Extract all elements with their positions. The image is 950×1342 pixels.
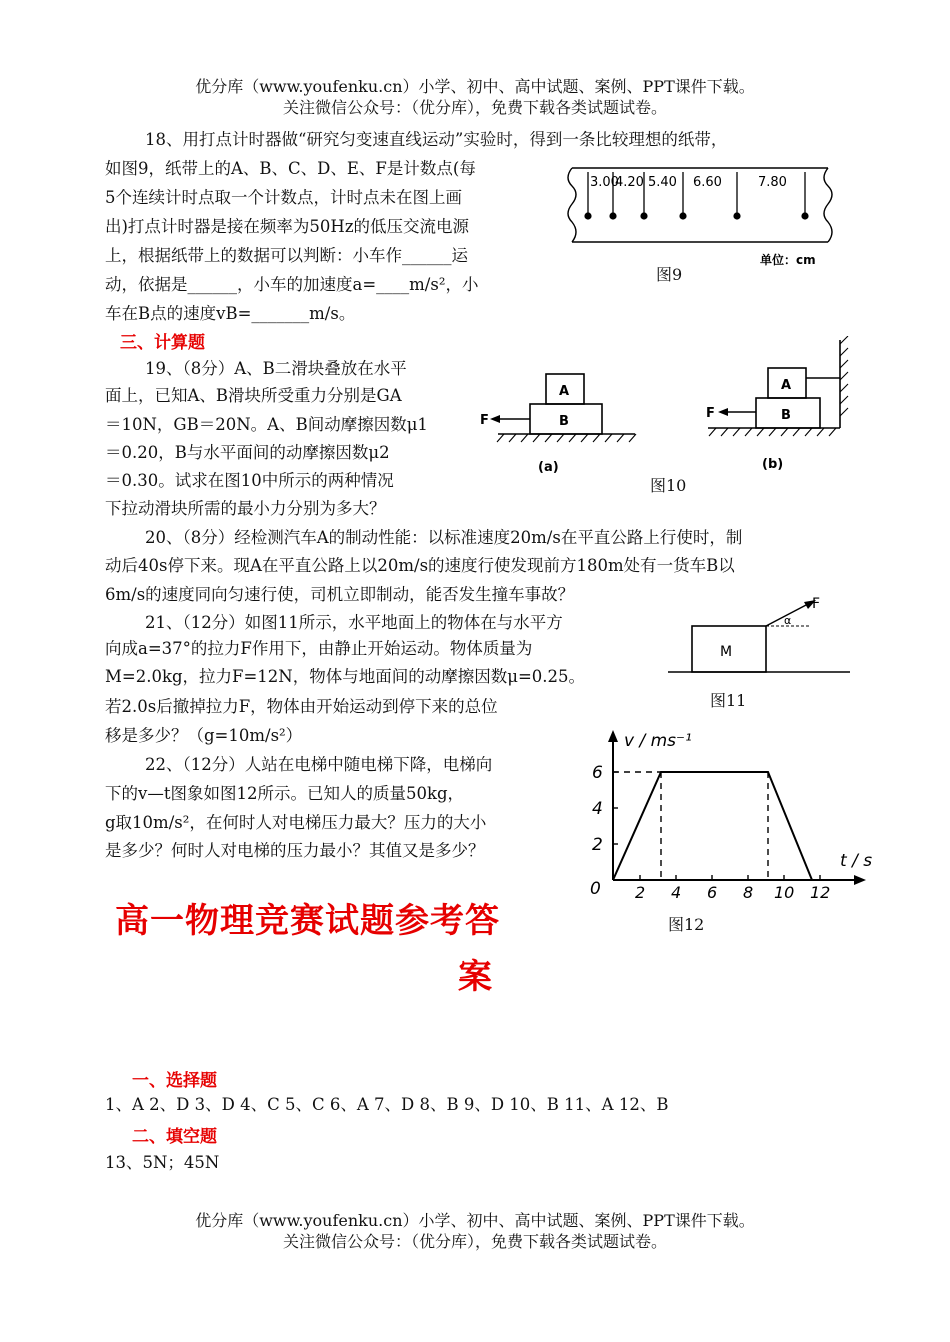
fig12-xtick-10: 10 [774, 883, 795, 902]
q20-line-2: 动后40s停下来。现A在平直公路上以20m/s的速度行使发现前方180m处有一货车B以 [105, 556, 735, 575]
q21-line-5: 移是多少？（g=10m/s²） [105, 726, 303, 745]
fig11-mass: M [720, 644, 733, 660]
fig12-ytick-2: 2 [592, 835, 603, 855]
fig12-ytick-6: 6 [592, 763, 603, 783]
q21-line-1: 21、（12分）如图11所示，水平地面上的物体在与水平方 [145, 613, 563, 632]
q18-line-2: 如图9，纸带上的A、B、C、D、E、F是计数点(每 [105, 159, 476, 178]
fig10b-block-b: B [781, 408, 791, 423]
q18-line-6: 动，依据是______，小车的加速度a=____m/s²，小 [105, 275, 479, 294]
q22-line-4: 是多少？何时人对电梯的压力最小？其值又是多少？ [105, 841, 485, 860]
q19-line-3: ＝10N，GB＝20N。A、B间动摩擦因数μ1 [105, 415, 428, 434]
figure-11-caption: 图11 [710, 691, 747, 710]
q19-line-2: 面上，已知A、B滑块所受重力分别是GA [105, 386, 402, 405]
q18-line-3: 5个连续计时点取一个计数点，计时点未在图上画 [105, 188, 462, 207]
section-1-title: 一、选择题 [132, 1071, 217, 1091]
tape-label-4: 6.60 [693, 175, 722, 190]
tape-label-5: 7.80 [758, 175, 787, 190]
figure-10-blocks [470, 336, 860, 481]
figure-9-tape [560, 160, 835, 270]
q18-line-1: 18、用打点计时器做“研究匀变速直线运动”实验时，得到一条比较理想的纸带， [145, 130, 728, 149]
section-2-title: 二、填空题 [132, 1127, 217, 1147]
fig12-xtick-12: 12 [810, 883, 831, 902]
fig12-ylabel: v / ms⁻¹ [624, 731, 692, 751]
header-line-2: 关注微信公众号：（优分库），免费下载各类试题试卷。 [282, 98, 667, 117]
q19-line-4: ＝0.20，B与水平面间的动摩擦因数μ2 [105, 443, 390, 462]
fig11-force: F [812, 596, 821, 612]
q18-line-4: 出)打点计时器是接在频率为50Hz的低压交流电源 [105, 217, 470, 236]
fig12-origin: 0 [590, 879, 601, 899]
q19-line-1: 19、（8分）A、B二滑块叠放在水平 [145, 359, 407, 378]
tape-label-3: 5.40 [648, 175, 677, 190]
tape-label-1: 3.00 [590, 175, 619, 190]
figure-9-caption: 图9 [656, 265, 683, 284]
q21-line-4: 若2.0s后撤掉拉力F，物体由开始运动到停下来的总位 [105, 697, 498, 716]
tape-label-2: 4.20 [615, 175, 644, 190]
answer-title-line-2: 案 [458, 957, 493, 997]
section-3-title: 三、计算题 [120, 333, 205, 353]
footer-line-2: 关注微信公众号：（优分库），免费下载各类试题试卷。 [282, 1232, 667, 1251]
q19-line-5: ＝0.30。试求在图10中所示的两种情况 [105, 471, 394, 490]
fig12-ytick-4: 4 [592, 799, 603, 819]
q19-line-6: 下拉动滑块所需的最小力分别为多大？ [105, 499, 386, 518]
header-line-1: 优分库（www.youfenku.cn）小学、初中、高中试题、案例、PPT课件下载。 [195, 77, 755, 96]
q18-line-7: 车在B点的速度vB=_______m/s。 [105, 304, 356, 323]
fig10a-block-b: B [559, 414, 569, 429]
tape-unit: 单位：cm [760, 253, 816, 267]
figure-11-block [660, 592, 860, 682]
q21-line-3: M=2.0kg，拉力F=12N，物体与地面间的动摩擦因数μ=0.25。 [105, 667, 586, 686]
fig12-xtick-8: 8 [743, 883, 754, 902]
fig10a-force: F [480, 413, 489, 428]
q22-line-3: g取10m/s²，在何时人对电梯压力最大？压力的大小 [105, 813, 487, 832]
fig10a-label: (a) [538, 460, 559, 475]
answer-title-line-1: 高一物理竞赛试题参考答 [115, 901, 500, 941]
figure-10-caption: 图10 [650, 476, 687, 495]
fig11-angle: α [784, 614, 792, 627]
fig10b-block-a: A [781, 378, 792, 393]
fig12-xtick-2: 2 [635, 883, 646, 902]
fig12-xtick-4: 4 [671, 883, 682, 902]
fig10b-label: (b) [762, 457, 784, 472]
q20-line-3: 6m/s的速度同向匀速行使，司机立即制动，能否发生撞车事故？ [105, 585, 575, 604]
q18-line-5: 上，根据纸带上的数据可以判断：小车作______运 [105, 246, 468, 265]
figure-12-vt-graph [580, 722, 880, 902]
q21-line-2: 向成a=37°的拉力F作用下，由静止开始运动。物体质量为 [105, 639, 533, 658]
fill-answer: 13、5N；45N [105, 1153, 220, 1172]
fig10a-block-a: A [559, 384, 570, 399]
footer-line-1: 优分库（www.youfenku.cn）小学、初中、高中试题、案例、PPT课件下载。 [195, 1211, 755, 1230]
fig12-xtick-6: 6 [707, 883, 718, 902]
q20-line-1: 20、（8分）经检测汽车A的制动性能：以标准速度20m/s在平直公路上行使时，制 [145, 528, 743, 547]
q22-line-1: 22、（12分）人站在电梯中随电梯下降，电梯向 [145, 755, 493, 774]
choice-answers: 1、A 2、D 3、D 4、C 5、C 6、A 7、D 8、B 9、D 10、B 11、A 12、B [105, 1095, 669, 1114]
q22-line-2: 下的v—t图象如图12所示。已知人的质量50kg， [105, 784, 465, 803]
fig12-xlabel: t / s [840, 851, 873, 871]
fig10b-force: F [706, 406, 715, 421]
figure-12-caption: 图12 [668, 915, 705, 934]
